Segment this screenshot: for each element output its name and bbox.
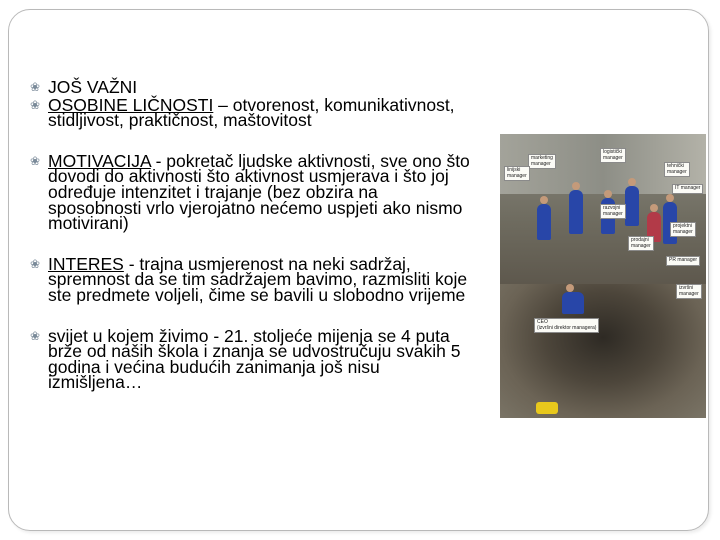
bullet-marker-icon: ❀	[30, 80, 41, 94]
label-ceo: CEO (izvršni direktor managera)	[534, 318, 599, 333]
label-pr: PR manager	[666, 256, 700, 266]
bullet-text: svijet u kojem živimo - 21. stoljeće mijenja se 4 puta brže od naših škola i znanja se udvostručuju svakih 5 godina i većina budućih zanimanja još nisu izmišljena…	[48, 325, 461, 393]
label-izvrsni: izvršni manager	[676, 284, 702, 299]
label-linijski: linijski manager	[504, 166, 530, 181]
bullet-text: JOŠ VAŽNI	[48, 77, 138, 97]
bullet-osobine	[30, 94, 470, 131]
bullet-svijet	[30, 325, 470, 393]
label-logistic: logistički manager	[600, 148, 626, 163]
bullet-marker-icon: ❀	[30, 256, 41, 271]
bullet-motivacija	[30, 150, 470, 234]
bullet-interes	[30, 253, 470, 305]
bullet-heading: MOTIVACIJA	[48, 150, 151, 171]
bullet-marker-icon: ❀	[30, 97, 41, 112]
bullet-jos-vazni	[30, 77, 470, 97]
bullet-list	[30, 77, 470, 393]
bullet-text: – otvorenost, komunikativnost, stidljivost, praktičnost, maštovitost	[48, 94, 455, 131]
bullet-heading: INTERES	[48, 253, 124, 274]
label-razvoj: razvojni manager	[600, 204, 626, 219]
worker-figure	[537, 204, 551, 240]
bullet-text: - trajna usmjerenost na neki sadržaj, spremnost da se tim sadržajem bavimo, razmisliti koje ste predmete voljeli, čime se bavili u slobodno vrijeme	[48, 253, 468, 305]
bullet-text: - pokretač ljudske aktivnosti, sve ono što dovodi do aktivnosti što aktivnost usmjerava i što joj određuje intenzitet i trajanje (bez obzira na sposobnosti vrlo vjerojatno nećemo uspjeti ako nismo motivirani)	[48, 150, 470, 234]
bullet-heading: OSOBINE LIČNOSTI	[48, 94, 214, 115]
label-tehnicki: tehnički manager	[664, 162, 690, 177]
label-marketing: marketing manager	[528, 154, 556, 169]
label-it: IT manager	[672, 184, 703, 194]
worker-figure	[569, 190, 583, 234]
worker-figure	[562, 292, 584, 314]
workers-photo	[500, 134, 706, 418]
bullet-marker-icon: ❀	[30, 328, 41, 343]
label-projekt: projektni manager	[670, 222, 696, 237]
bullet-marker-icon: ❀	[30, 153, 41, 168]
jackhammer	[536, 402, 558, 414]
worker-figure	[625, 186, 639, 226]
label-prodajni: prodajni manager	[628, 236, 654, 251]
